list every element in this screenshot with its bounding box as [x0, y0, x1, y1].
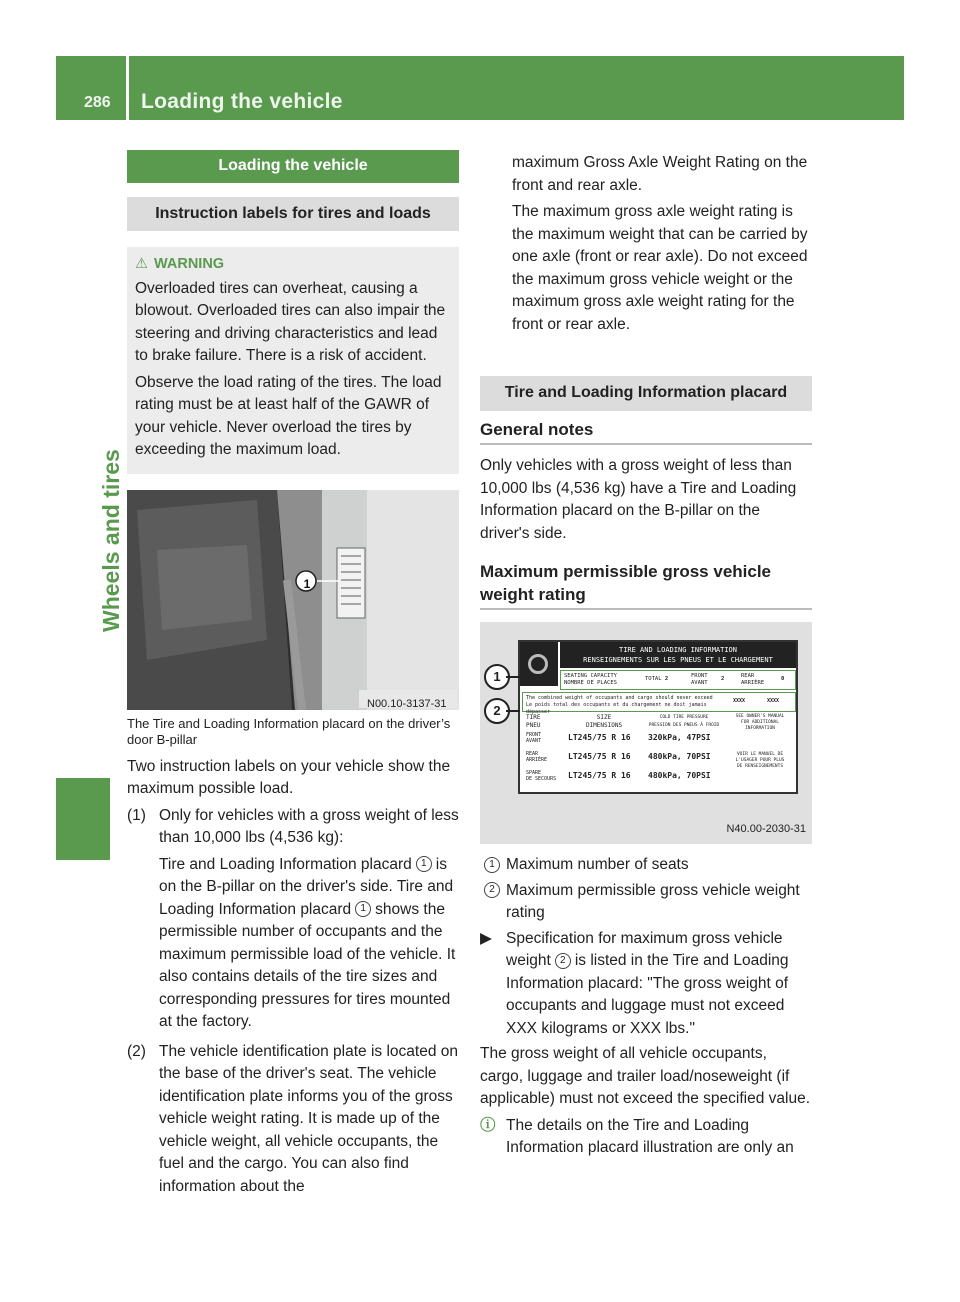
tire-table: TIRE PNEU SIZE DIMENSIONS COLD TIRE PRESSURE PRESSION DES PNEUS À FROID SEE OWNER'S MANUAL FOR ADDITIONAL INFORMATION VOIR LE MANUEL DE L'USAGER POUR PLUS DE RENSEIGNEMENTS FRONT AVANT LT245/75 R 16 320kPa, 47PSI REAR ARRIÈRE LT245/75 R 16 480kPa, 70PSI SPARE DE SECOURS LT245/75 R 16 480kPa, 70PSI: [526, 714, 785, 782]
instruction-text: Specification for maximum gross vehicle weight 2 is listed in the Tire and Loading Information placard: "The gross weight of occupants and luggage must not exceed XXX kilograms or XXX lbs.": [506, 929, 789, 1037]
callout-1-icon: 1: [484, 857, 500, 873]
placard-image: [480, 622, 812, 844]
side-tab-label: Wheels and tires: [98, 449, 124, 632]
section-title: Loading the vehicle: [127, 150, 459, 183]
placard-title-fr: RENSEIGNEMENTS SUR LES PNEUS ET LE CHARGEMENT: [583, 656, 773, 664]
placard-callout-1: 1: [484, 664, 510, 690]
legend-item-1: [480, 854, 812, 877]
list-num-1: (1): [127, 806, 146, 824]
left-column: [127, 150, 459, 1201]
legend-item-2: [480, 880, 812, 925]
page-number: 286: [84, 94, 111, 111]
item1-text-a: Only for vehicles with a gross weight of less than 10,000 lbs (4,536 kg):: [159, 806, 459, 846]
warning-label: WARNING: [154, 256, 225, 272]
arrow-bullet-icon: ▶: [480, 929, 492, 947]
continued-text-2: The maximum gross axle weight rating is the maximum weight that can be carried by one axle (front or rear axle). Do not exceed the maximum gross vehicle weight or the maximum gross axle weight rating for the front or rear axle.: [512, 203, 808, 333]
continued-text-block: [480, 152, 812, 336]
callout-1-icon: 1: [416, 856, 432, 872]
general-notes-text: Only vehicles with a gross weight of less than 10,000 lbs (4,536 kg) have a Tire and Loading Information placard on the B-pillar on the driver's side.: [480, 457, 797, 542]
placard: [518, 640, 798, 794]
warning-box: [127, 247, 459, 474]
placard-section-title: Tire and Loading Information placard: [480, 376, 812, 411]
right-column: [480, 152, 812, 1163]
legend-text-1: Maximum number of seats: [506, 856, 689, 873]
list-item-1: [127, 805, 459, 1038]
placard-title-en: TIRE AND LOADING INFORMATION: [618, 646, 737, 654]
header-title: Loading the vehicle: [141, 90, 343, 113]
table-row: SPARE DE SECOURS: [526, 770, 557, 782]
intro-text: Two instruction labels on your vehicle show the maximum possible load.: [127, 757, 451, 797]
warning-icon: ⚠: [135, 256, 148, 272]
seating-row: SEATING CAPACITY NOMBRE DE PLACES TOTAL 2 FRONT AVANT 2 REAR ARRIÈRE 0: [560, 670, 796, 690]
callout-2-icon: 2: [555, 953, 571, 969]
continued-text-1: maximum Gross Axle Weight Rating on the front and rear axle.: [512, 154, 808, 194]
table-row: FRONT AVANT: [526, 732, 542, 744]
legend-text-2: Maximum permissible gross vehicle weight rating: [506, 881, 800, 921]
warning-text-2: Observe the load rating of the tires. The load rating must be at least half of the GAWR of your vehicle. Never overload the tires by exceeding the maximum load.: [135, 373, 442, 458]
weight-row: The combined weight of occupants and cargo should never exceed Le poids total des occupants et du chargement ne doit jamais dépasser XXXX XXXX: [522, 692, 796, 712]
placard-callout-2: 2: [484, 698, 510, 724]
info-note: [480, 1115, 812, 1160]
b-pillar-illustration: [127, 490, 459, 710]
warning-text-1: Overloaded tires can overheat, causing a blowout. Overloaded tires can also impair the steering and driving characteristics and lead to brake failure. There is a risk of accident.: [135, 279, 446, 364]
warning-heading: [135, 253, 451, 276]
table-row: REAR ARRIÈRE: [526, 751, 548, 763]
header-divider: [126, 56, 129, 120]
general-notes-heading: General notes: [480, 419, 812, 446]
gross-weight-text: The gross weight of all vehicle occupants, cargo, luggage and trailer load/noseweight (if applicable) must not exceed the specified value.: [480, 1045, 811, 1107]
item2-text: The vehicle identification plate is located on the base of the driver's seat. The vehicle identification plate informs you of the gross vehicle weight rating. It is made up of the vehicle weight, all vehicle occupants, the fuel and the cargo. You can also find information about the: [159, 1042, 458, 1195]
info-text: The details on the Tire and Loading Information placard illustration are only an: [506, 1116, 794, 1156]
list-item-2: [127, 1041, 459, 1199]
photo-code: N00.10-3137-31: [367, 697, 447, 710]
instruction-item: [480, 928, 812, 1041]
side-tab-marker: [56, 778, 110, 860]
subsection-title: Instruction labels for tires and loads: [127, 197, 459, 232]
photo-caption: The Tire and Loading Information placard on the driver’s door B-pillar: [127, 715, 451, 747]
list-num-2: (2): [127, 1042, 146, 1060]
placard-code: N40.00-2030-31: [726, 822, 806, 835]
max-weight-heading: Maximum permissible gross vehicle weight rating: [480, 561, 812, 610]
tire-icon: [520, 642, 558, 686]
photo-callout-1: 1: [303, 576, 311, 591]
callout-1-icon: 1: [355, 901, 371, 917]
info-icon: ⓘ: [480, 1116, 496, 1134]
callout-2-icon: 2: [484, 882, 500, 898]
b-pillar-photo: [127, 490, 459, 710]
item1-text-b: Tire and Loading Information placard 1 is on the B-pillar on the driver's side. Tire and Loading Information placard 1 shows the permissible number of occupants and the maximum permissible load of the vehicle. It also contains details of the tire sizes and corresponding pressures for tires mounted at the factory.: [159, 855, 456, 1030]
